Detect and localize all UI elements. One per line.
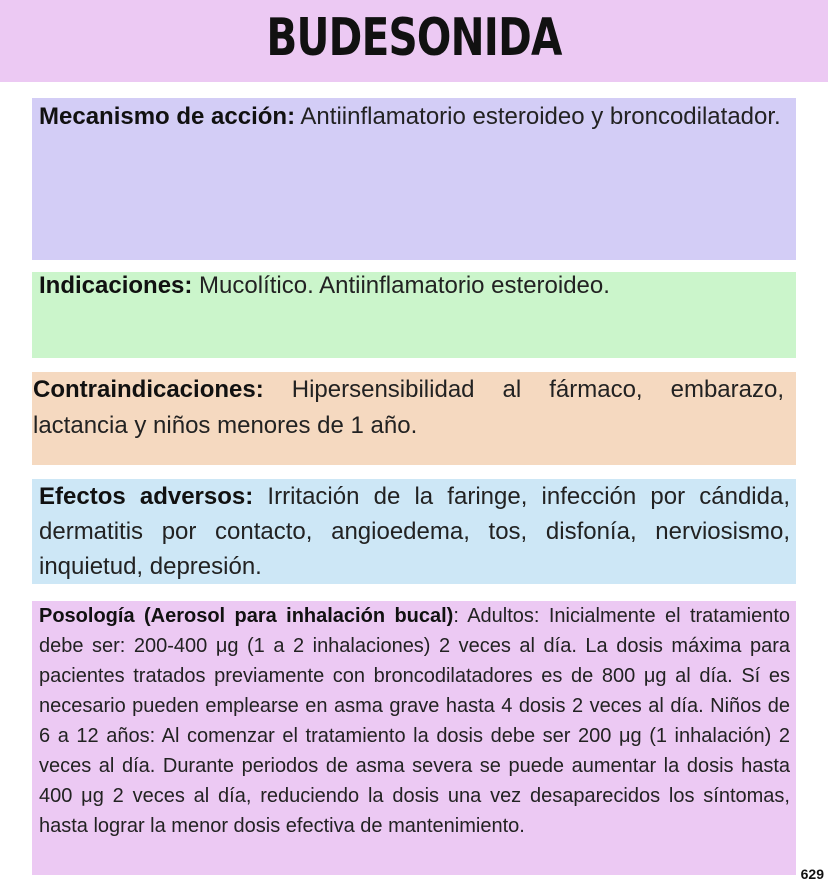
section-indicaciones xyxy=(32,272,796,358)
section-label: Indicaciones: xyxy=(39,272,193,299)
title-banner xyxy=(0,0,828,82)
page-title: BUDESONIDA xyxy=(266,8,562,68)
section-label: Contraindicaciones: xyxy=(33,376,264,403)
section-efectos-adversos xyxy=(32,479,796,584)
section-text: Irritación de la faringe, infección por cándida, dermatitis por contacto, angioedema, tos, disfonía, nerviosismo, inquietud, depresión. xyxy=(39,483,790,580)
section-text: Mucolítico. Antiinflamatorio esteroideo. xyxy=(199,272,610,299)
section-contraindicaciones xyxy=(32,372,796,465)
section-mecanismo xyxy=(32,98,796,260)
section-text: : Adultos: Inicialmente el tratamiento debe ser: 200-400 μg (1 a 2 inhalaciones) 2 veces al día. La dosis máxima para pacientes tratados previamente con broncodilatadores es de 800 μg al día. Sí es necesario pueden emplearse en asma grave hasta 4 dosis 2 veces al día. Niños de 6 a 12 años: Al comenzar el tratamiento la dosis debe ser 200 μg (1 inhalación) 2 veces al día. Durante periodos de asma severa se puede aumentar la dosis hasta 400 μg 2 veces al día, reduciendo la dosis una vez desaparecidos los síntomas, hasta lograr la menor dosis efectiva de mantenimiento. xyxy=(39,605,790,837)
section-text: Hipersensibilidad al fármaco, embarazo, lactancia y niños menores de 1 año. xyxy=(33,376,785,439)
section-posologia xyxy=(32,601,796,875)
page-number: 629 xyxy=(800,866,824,882)
section-text: Antiinflamatorio esteroideo y broncodilatador. xyxy=(300,103,781,130)
section-label: Posología (Aerosol para inhalación bucal) xyxy=(39,605,454,627)
section-label: Efectos adversos: xyxy=(39,483,254,510)
section-label: Mecanismo de acción: xyxy=(39,103,296,130)
